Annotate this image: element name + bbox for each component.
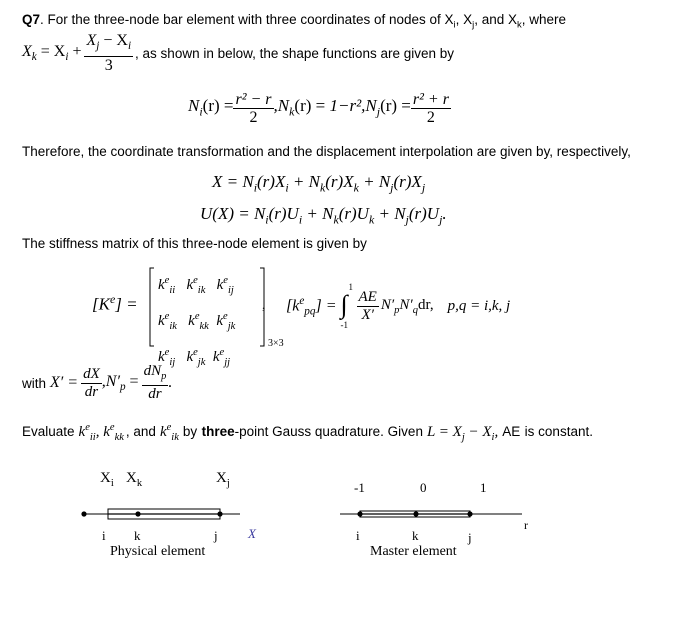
evaluate-by: by: [182, 424, 198, 439]
nj-fraction: $\frac{\text{r² + r}}{2}$: [412, 90, 449, 126]
evaluate-post: -point Gauss quadrature. Given: [234, 424, 423, 439]
phys-label-xk: $X_k$: [126, 470, 143, 489]
evaluate-tail: is constant.: [524, 424, 593, 439]
master-label-1: 1: [480, 480, 487, 495]
with-text: with: [22, 375, 47, 391]
question-number: Q7: [22, 12, 41, 27]
xk-definition: [22, 32, 454, 74]
integral-expression: $[k^e_{pq}]$ = ∫ 1 -1 $\frac{AE}{X'}$ $N'_pN'_qdr$, p,q = i,k, j: [286, 282, 511, 330]
master-label-minus1: -1: [354, 480, 365, 495]
master-label-0: 0: [420, 480, 427, 495]
displacement-interpolation: $U(X) = N_i(r)U_i + N_k(r)U_k + N_j(r)U_j$.: [200, 204, 447, 227]
evaluate-ae: AE: [502, 424, 521, 439]
master-node-j: j: [468, 530, 472, 545]
xk-trailing-text: , as shown in below, the shape functions are given by: [135, 45, 454, 61]
where-text: , where: [521, 12, 567, 27]
master-bar: [340, 502, 540, 526]
evaluate-line: Evaluate $k^e_{ii}$, $k^e_{kk}$ , and $k^e_{ik}$ by three -point Gauss quadrature. Given $L = X_j - X_i$, AE is constant.: [22, 422, 593, 443]
phys-label-xi: $X_i$: [100, 470, 114, 489]
question-line-1: Q7. For the three-node bar element with three coordinates of nodes of $X_i$, $X_j$, and $X_k$, where: [22, 12, 567, 31]
question-intro: . For the three-node bar element with three coordinates of nodes of X: [40, 12, 454, 27]
shape-functions: $N_i(r)$ = $\frac{\text{r² − r}}{2}$ $,N_k(r) = 1-r^2,N_j(r)$ = $\frac{\text{r² + r}}{2}$: [188, 90, 449, 126]
master-element-caption: Master element: [370, 544, 457, 559]
integral-lower: -1: [340, 320, 349, 330]
matrix-size: 3×3: [268, 338, 284, 349]
master-axis-label: r: [524, 518, 528, 532]
evaluate-three: three: [201, 424, 235, 439]
separator-comma: ,: [262, 298, 266, 313]
and-text: , and X: [474, 12, 518, 27]
xprime-definition: with X′ = $\frac{dX}{dr}$ $,N'_p$ = $\frac{dN_p}{dr}$ .: [22, 363, 173, 402]
ni-fraction: $\frac{\text{r² − r}}{2}$: [235, 90, 272, 126]
master-element-diagram: [340, 476, 540, 566]
coordinate-transformation: $X = N_i(r)X_i + N_k(r)X_k + N_j(r)X_j$: [212, 172, 426, 195]
index-range: p,q = i,k, j: [447, 297, 511, 314]
master-node-i: i: [356, 528, 360, 543]
phys-node-j: j: [214, 528, 218, 543]
integral-sign: ∫ 1 -1: [340, 282, 354, 330]
evaluate-and: , and: [125, 424, 156, 439]
nk-expression: 1−r²: [329, 96, 362, 116]
matrix-entries: $k^e_{ii}$ $k^e_{ik}$ $k^e_{ij}$ $k^e_{ik}$ $k^e_{kk}$ $k^e_{jk}$ $k^e_{ij}$ $k^e_{jk}$ $k^e_{jj}$: [158, 275, 236, 368]
phys-node-k: k: [134, 528, 141, 543]
xk-fraction: $\frac{X_j - X_i}{3}$: [86, 32, 132, 74]
ae-fraction: $\frac{AE}{X'}$: [358, 288, 377, 323]
phys-label-xj: $X_j$: [216, 470, 230, 489]
integral-upper: 1: [348, 282, 354, 292]
evaluate-pre: Evaluate: [22, 424, 75, 439]
stiffness-text: The stiffness matrix of this three-node element is given by: [22, 236, 367, 251]
phys-axis-label: X: [248, 526, 256, 541]
physical-bar: [70, 502, 270, 526]
therefore-text: Therefore, the coordinate transformation and the displacement interpolation are given by, respectively,: [22, 144, 631, 159]
stiffness-matrix: [92, 266, 284, 368]
matrix-lhs: $[K^e]$ =: [92, 292, 138, 314]
xk-lhs: $X_k = X_i$ +: [22, 42, 82, 64]
physical-element-diagram: [70, 466, 280, 566]
phys-node-i: i: [102, 528, 106, 543]
master-node-k: k: [412, 528, 419, 543]
physical-element-caption: Physical element: [110, 544, 206, 559]
xprime-lhs: X′ =: [50, 374, 79, 391]
